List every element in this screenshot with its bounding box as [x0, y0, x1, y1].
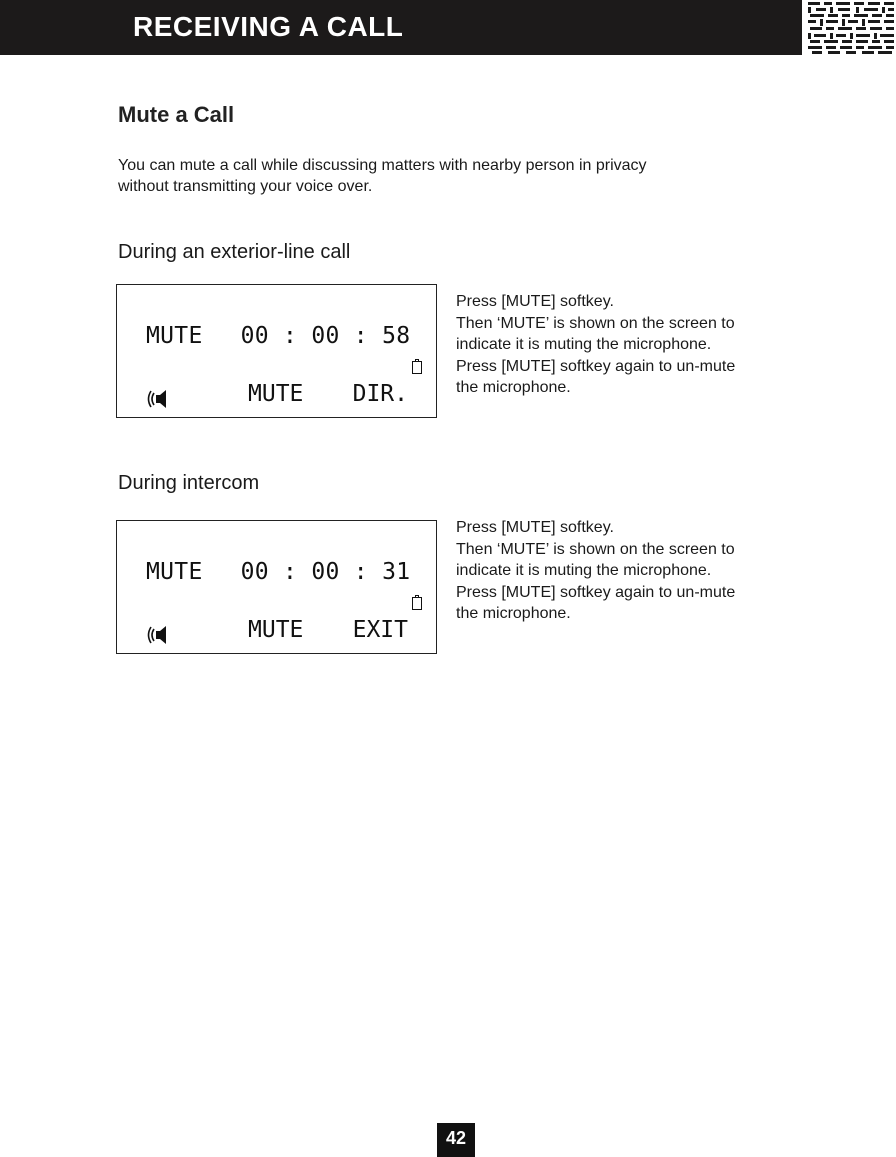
exterior-call-heading: During an exterior-line call: [118, 241, 351, 263]
lcd-status-line: [146, 323, 410, 349]
softkey-exit[interactable]: EXIT: [352, 617, 408, 643]
instruction-line: Press [MUTE] softkey again to un-mute: [456, 583, 736, 601]
instruction-line: the microphone.: [456, 605, 571, 622]
instruction-line: Press [MUTE] softkey again to un-mute: [456, 357, 736, 375]
lcd-status-line: [146, 559, 410, 585]
softkey-mute[interactable]: MUTE: [248, 381, 304, 407]
page-title: RECEIVING A CALL: [133, 11, 404, 42]
lcd-mute-indicator: MUTE: [146, 559, 203, 585]
intro-text: [118, 155, 778, 197]
exterior-instructions: [456, 291, 796, 399]
intro-line: You can mute a call while discussing matters with nearby person in privacy: [118, 157, 647, 174]
instruction-line: Press [MUTE] softkey.: [456, 519, 614, 536]
battery-icon: [412, 595, 422, 610]
decorative-pattern-icon: [806, 0, 896, 55]
lcd-screen-intercom: [116, 520, 437, 654]
battery-icon: [412, 359, 422, 374]
speaker-icon: [145, 388, 171, 410]
lcd-call-timer: 00 : 00 : 31: [240, 559, 411, 585]
page-number: 42: [437, 1123, 475, 1157]
speaker-icon: [145, 624, 171, 646]
instruction-line: indicate it is muting the microphone.: [456, 336, 712, 353]
lcd-call-timer: 00 : 00 : 58: [240, 323, 411, 349]
instruction-line: the microphone.: [456, 379, 571, 396]
softkey-mute[interactable]: MUTE: [248, 617, 304, 643]
instruction-line: Then ‘MUTE’ is shown on the screen to: [456, 540, 735, 558]
instruction-line: Press [MUTE] softkey.: [456, 293, 614, 310]
instruction-line: indicate it is muting the microphone.: [456, 562, 712, 579]
header-bar: [0, 0, 802, 55]
intercom-instructions: [456, 517, 796, 625]
instruction-line: Then ‘MUTE’ is shown on the screen to: [456, 314, 735, 332]
lcd-screen-exterior: [116, 284, 437, 418]
intercom-heading: During intercom: [118, 472, 260, 494]
lcd-mute-indicator: MUTE: [146, 323, 203, 349]
section-title: Mute a Call: [118, 102, 235, 127]
intro-line: without transmitting your voice over.: [118, 178, 373, 195]
softkey-directory[interactable]: DIR.: [352, 381, 408, 407]
